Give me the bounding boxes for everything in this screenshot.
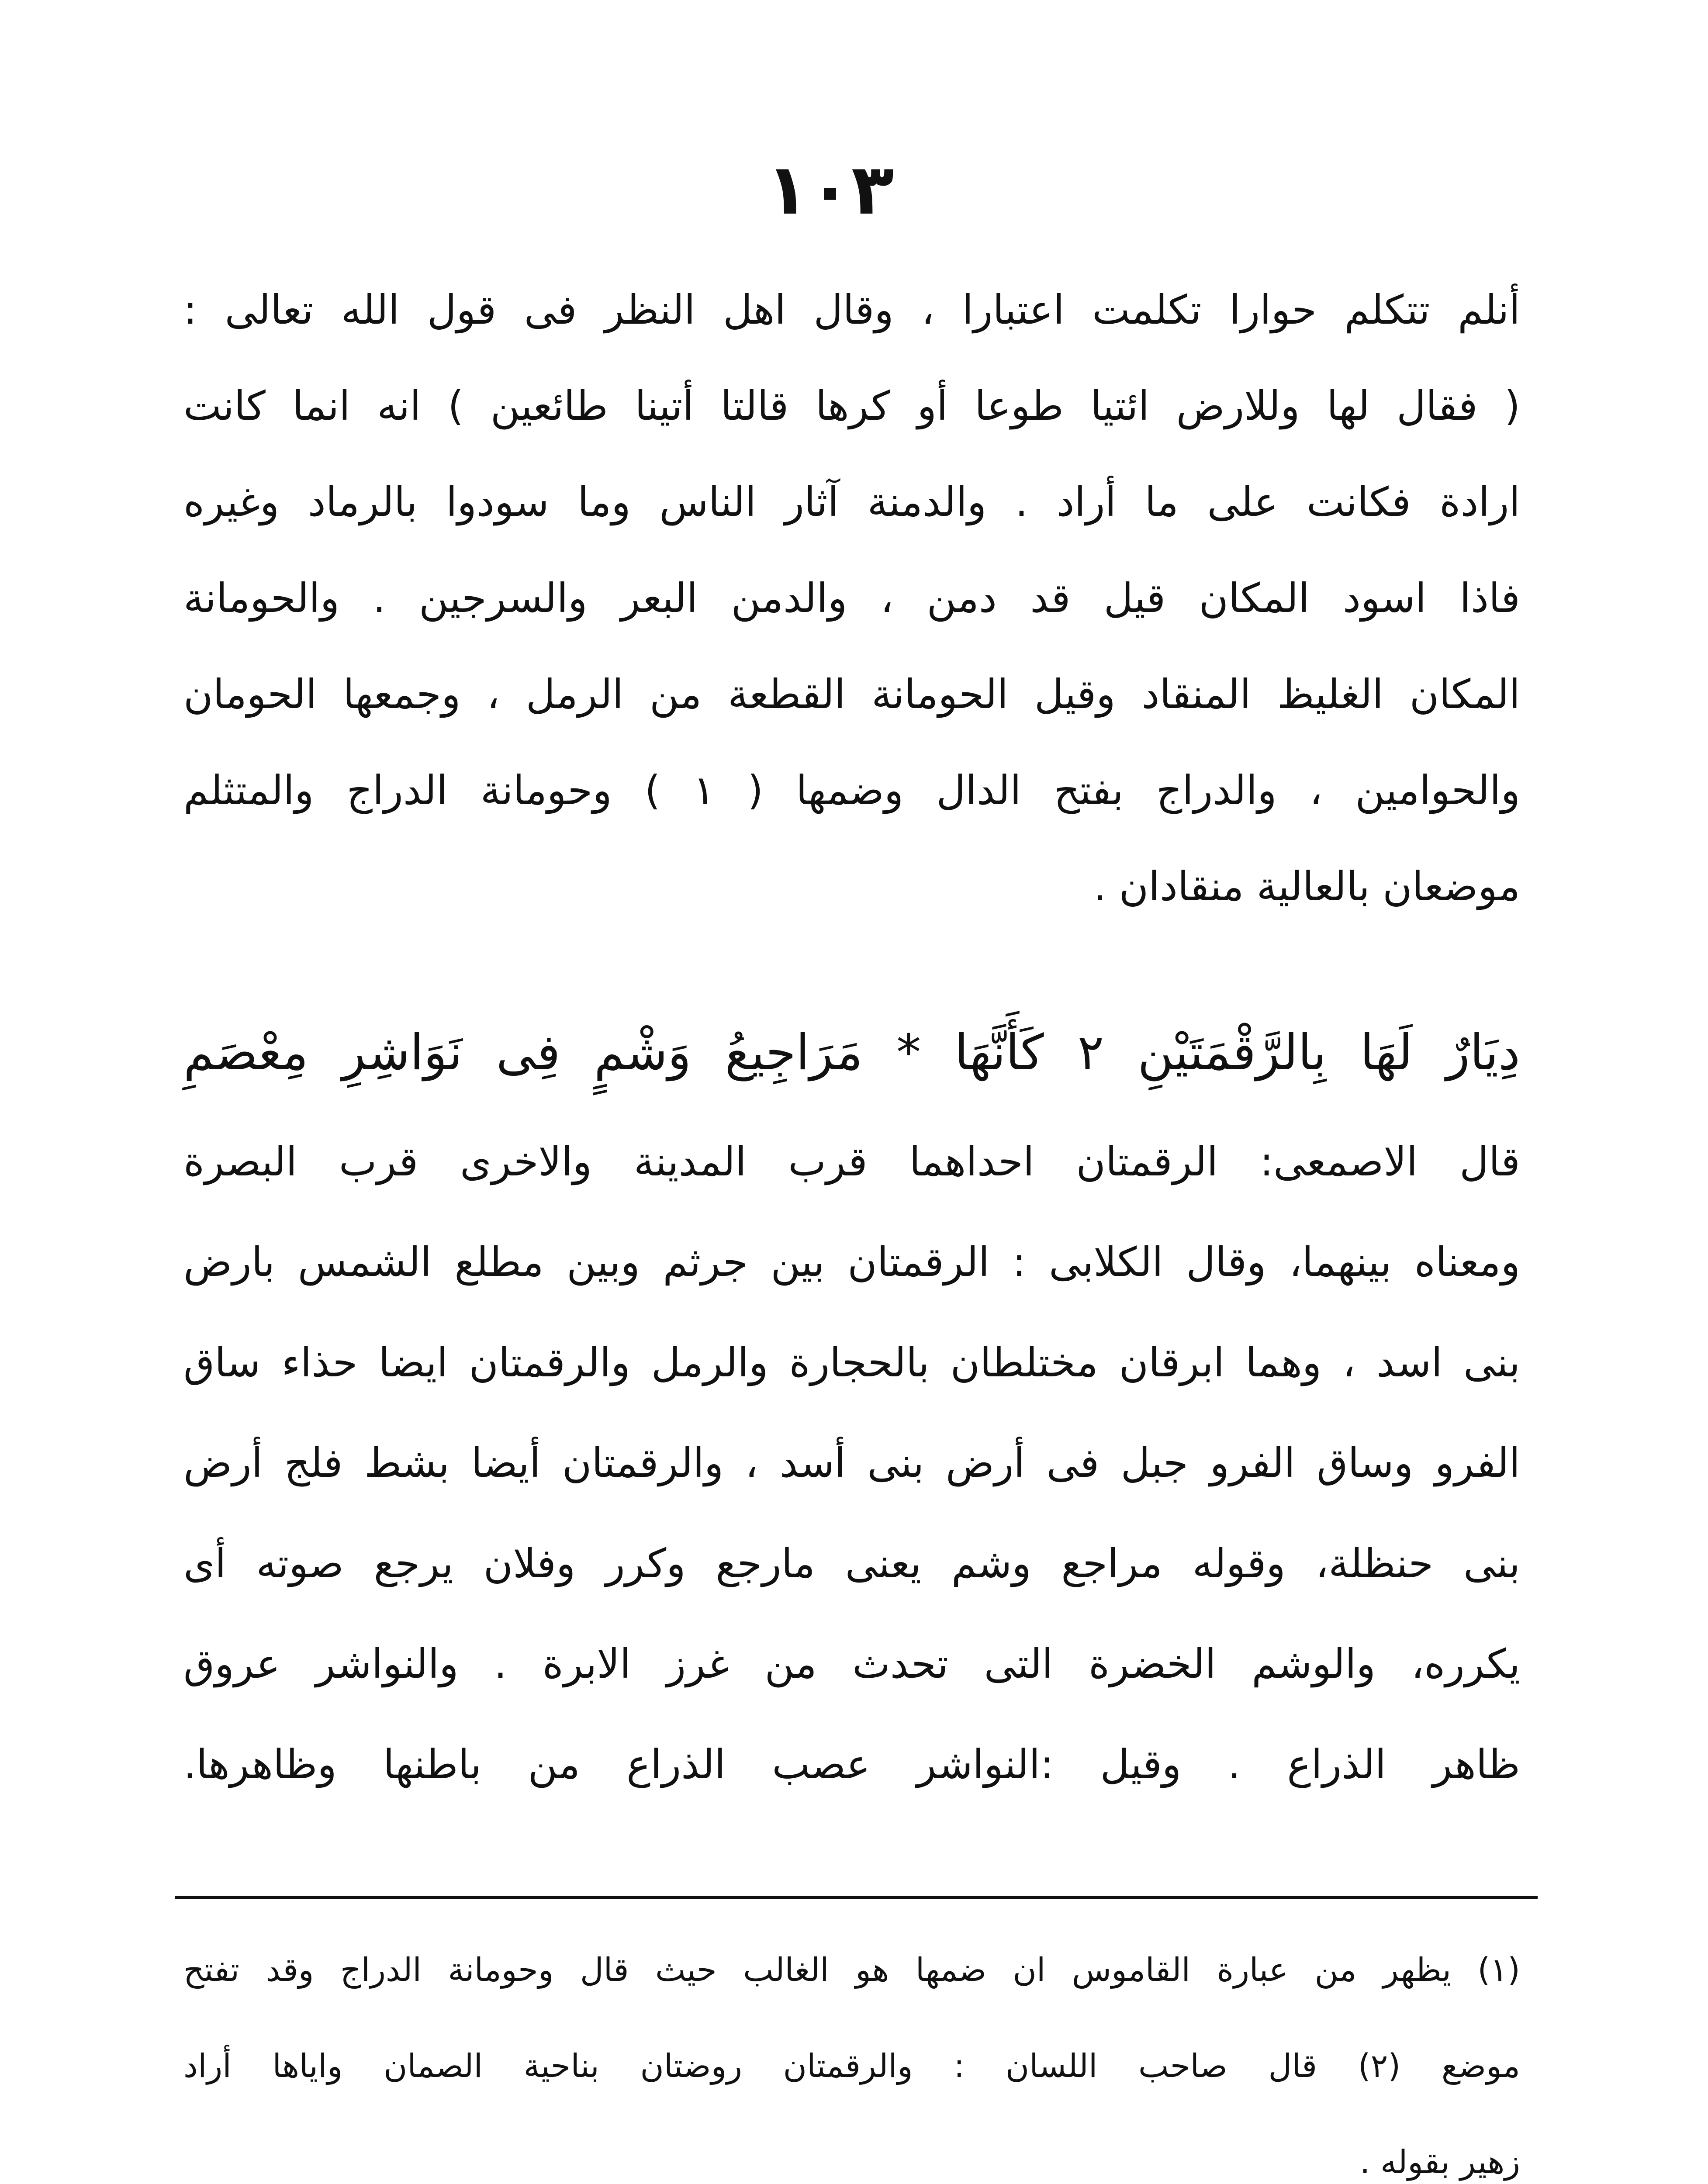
commentary-line: ومعناه بينهما، وقال الكلابى : الرقمتان بين جرثم وبين مطلع الشمس بارض xyxy=(183,1239,1520,1286)
footnote-separator xyxy=(175,1896,1538,1899)
body-line: موضعان بالعالية منقادان . xyxy=(1093,863,1520,910)
body-line: ارادة فكانت على ما أراد . والدمنة آثار الناس وما سودوا بالرماد وغيره xyxy=(183,479,1520,525)
commentary-line: الفرو وساق الفرو جبل فى أرض بنى أسد ، والرقمتان أيضا بشط فلج أرض xyxy=(183,1440,1520,1486)
body-line: والحوامين ، والدراج بفتح الدال وضمها ( ١ ) وحومانة الدراج والمتثلم xyxy=(183,767,1520,814)
body-line: فاذا اسود المكان قيل قد دمن ، والدمن البعر والسرجين . والحومانة xyxy=(183,575,1520,622)
commentary-line: ظاهر الذراع . وقيل :النواشر عصب الذراع من باطنها وظاهرها. xyxy=(183,1741,1520,1788)
body-line: ( فقال لها وللارض ائتيا طوعا أو كرها قالتا أتينا طائعين ) انه انما كانت xyxy=(183,383,1520,429)
body-line: أنلم تتكلم حوارا تكلمت اعتبارا ، وقال اهل النظر فى قول الله تعالى : xyxy=(183,287,1520,333)
commentary-line: يكرره، والوشم الخضرة التى تحدث من غرز الابرة . والنواشر عروق xyxy=(183,1641,1520,1687)
footnote-line: موضع (٢) قال صاحب اللسان : والرقمتان روضتان بناحية الصمان واياها أراد xyxy=(183,2047,1520,2085)
commentary-line: بنى اسد ، وهما ابرقان مختلطان بالحجارة والرمل والرقمتان ايضا حذاء ساق xyxy=(183,1339,1520,1386)
footnote-line: زهير بقوله . xyxy=(1360,2143,1520,2181)
commentary-line: بنى حنظلة، وقوله مراجع وشم يعنى مارجع وكرر وفلان يرجع صوته أى xyxy=(183,1540,1520,1587)
commentary-line: قال الاصمعى: الرقمتان احداهما قرب المدينة والاخرى قرب البصرة xyxy=(183,1138,1520,1185)
page-number: ١٠٣ xyxy=(766,149,894,230)
body-line: المكان الغليظ المنقاد وقيل الحومانة القطعة من الرمل ، وجمعها الحومان xyxy=(183,671,1520,718)
poem-verse: دِيَارٌ لَهَا بِالرَّقْمَتَيْنِ ٢ كَأَنَّهَا * مَرَاجِيعُ وَشْمٍ فِى نَوَاشِرِ مِعْصَمِ xyxy=(183,1024,1521,1081)
footnote-line: (١) يظهر من عبارة القاموس ان ضمها هو الغالب حيث قال وحومانة الدراج وقد تفتح xyxy=(183,1951,1520,1989)
